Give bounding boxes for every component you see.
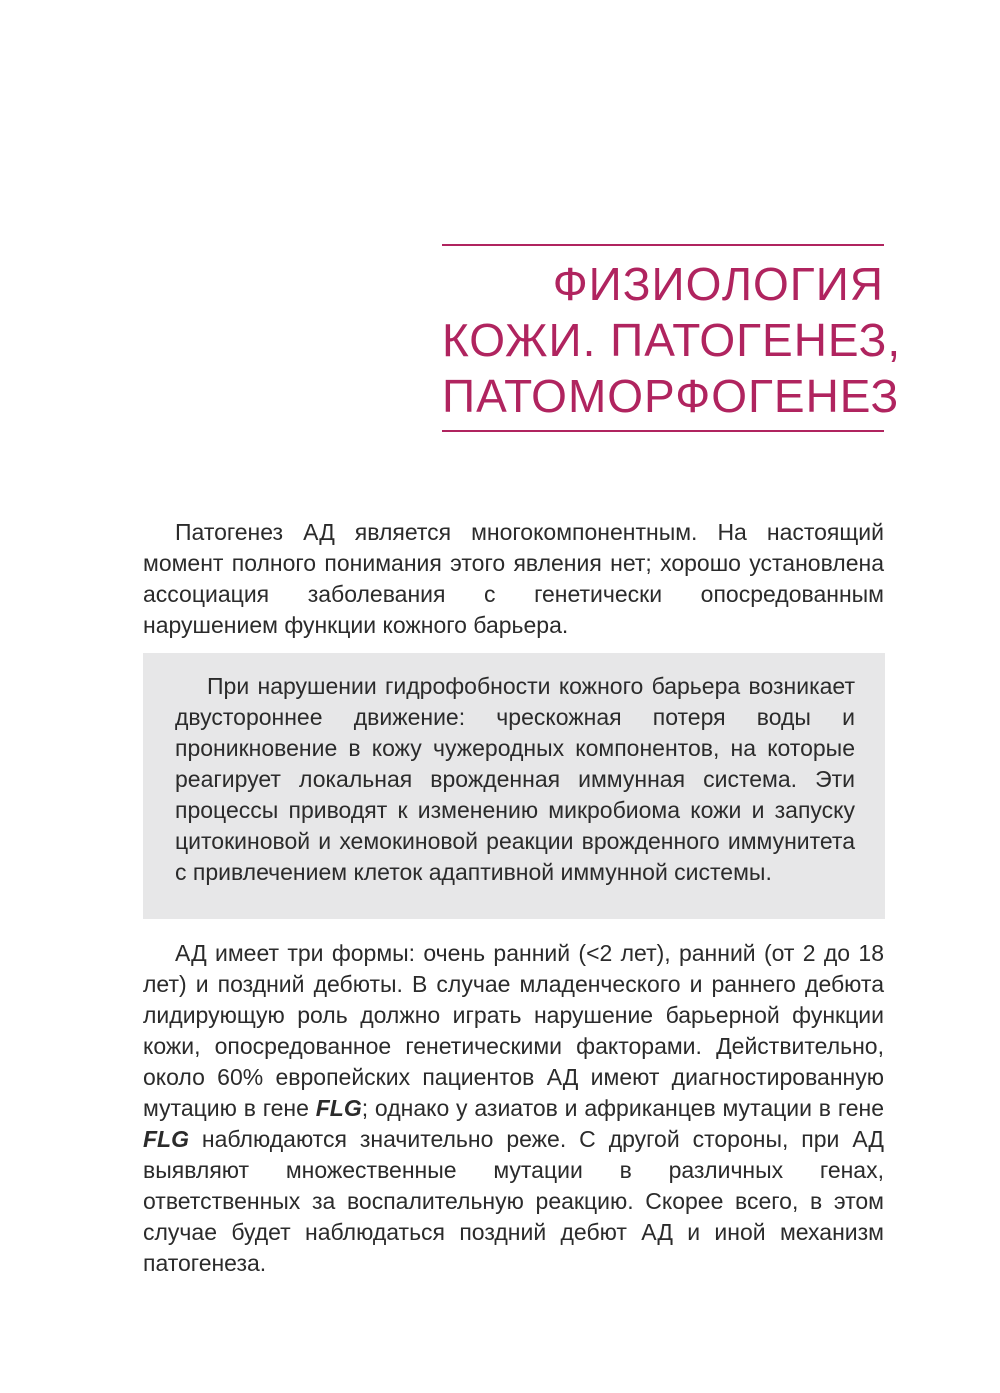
callout-box [143, 653, 885, 919]
forms-paragraph-part-1: АД имеет три формы: очень ранний (<2 лет), ранний (от 2 до 18 лет) и поздний дебюты. В случае младенческого и раннего дебюта лидирующую роль должно играть нарушение барьерной функции кожи, опосредованное генетическими факторами. Действительно, около 60% европейских пациентов АД имеют диагностированную мутацию в гене [143, 940, 884, 1121]
gene-name-flg-2: FLG [143, 1126, 189, 1152]
chapter-heading-line-1: ФИЗИОЛОГИЯ [552, 258, 884, 310]
chapter-heading-line-2: КОЖИ. ПАТОГЕНЕЗ, [442, 314, 902, 366]
chapter-heading-line-3: ПАТОМОРФОГЕНЕЗ [442, 370, 900, 422]
intro-paragraph: Патогенез АД является многокомпонентным. На настоящий момент полного понимания этого явления нет; хорошо установлена ассоциация заболевания с генетически опосредованным нарушением функции кожного барьера. [143, 519, 884, 638]
intro-paragraph-block [143, 517, 884, 641]
forms-paragraph-block [143, 938, 884, 1279]
callout-text: При нарушении гидрофобности кожного барьера возникает двустороннее движение: чрескожная потеря воды и проникновение в кожу чужеродных компонентов, на которые реагирует локальная врожденная иммунная система. Эти процессы приводят к изменению микробиома кожи и запуску цитокиновой и хемокиновой реакции врожденного иммунитета с привлечением клеток адаптивной иммунной системы. [175, 673, 855, 885]
chapter-heading [442, 244, 902, 432]
forms-paragraph [143, 938, 884, 1279]
gene-name-flg-1: FLG [315, 1095, 362, 1121]
forms-paragraph-part-3: наблюдаются значительно реже. С другой стороны, при АД выявляют множественные мутации в различных генах, ответственных за воспалительную реакцию. Скорее всего, в этом случае будет наблюдаться поздний дебют АД и иной механизм патогенеза. [143, 1126, 884, 1276]
forms-paragraph-part-2: ; однако у азиатов и африканцев мутации в гене [361, 1095, 885, 1121]
